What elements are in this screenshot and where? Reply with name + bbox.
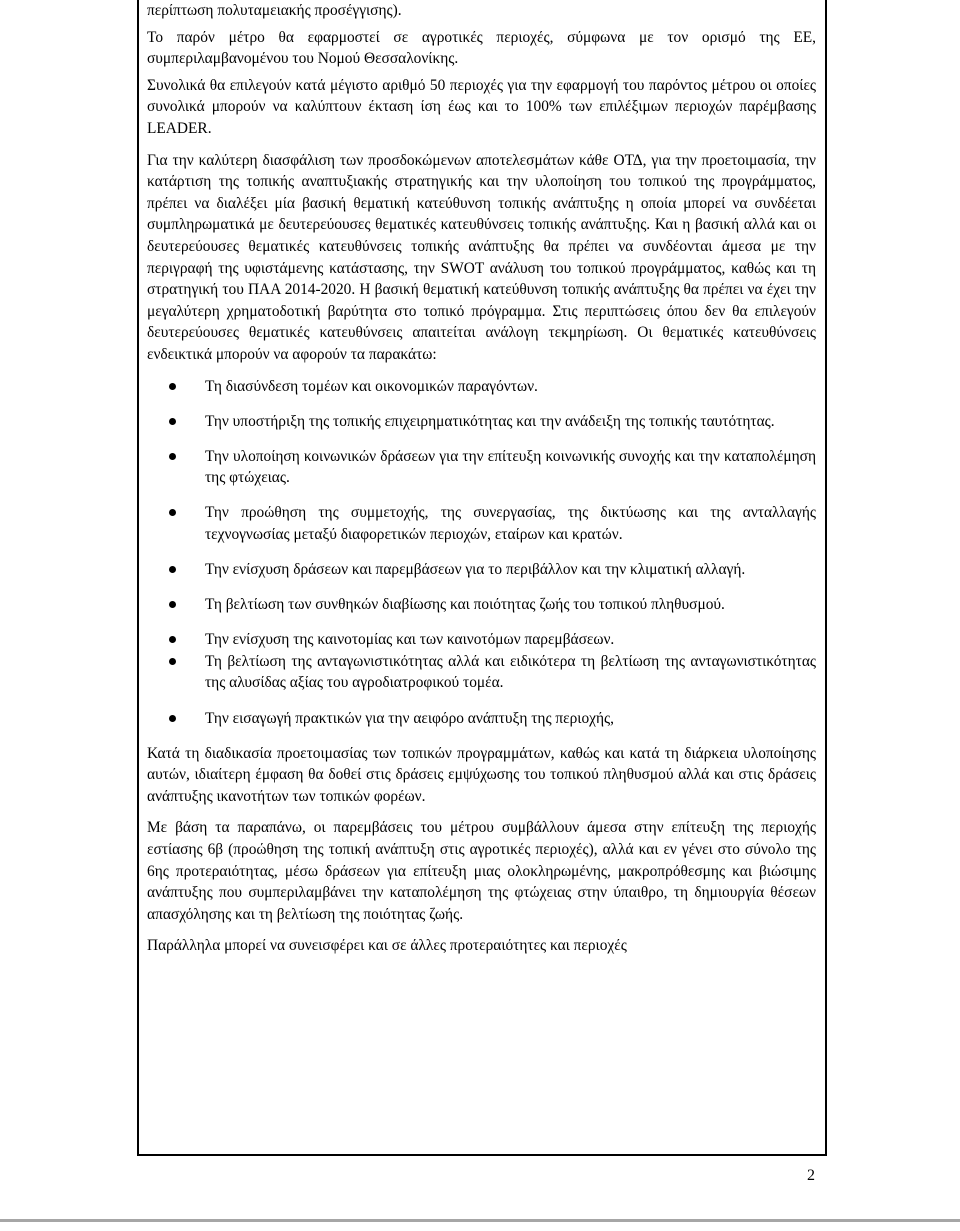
list-item: Την υποστήριξη της τοπικής επιχειρηματικότητας και την ανάδειξη της τοπικής ταυτότητας. xyxy=(147,411,816,433)
paragraph-focus-area: Με βάση τα παραπάνω, οι παρεμβάσεις του μέτρου συμβάλλουν άμεσα στην επίτευξη της περιοχής εστίασης 6β (προώθηση της τοπική ανάπτυξη στις αγροτικές περιοχές), αλλά και εν γένει στο σύνολο της 6ης προτεραιότητας, μέσω δράσεων για επίτευξη μιας ολοκληρωμένης, μακροπρόθεσμης και βιώσιμης ανάπτυξης που συμπεριλαμβάνει την καταπολέμηση της φτώχειας στην ύπαιθρο, τη δημιουργία θέσεων απασχόλησης και τη βελτίωση της ποιότητας ζωής. xyxy=(147,819,816,923)
thematic-list xyxy=(147,376,816,730)
footer-divider xyxy=(0,1219,960,1222)
paragraph-animation: Κατά τη διαδικασία προετοιμασίας των τοπικών προγραμμάτων, καθώς και κατά τη διάρκεια υλοποίησης αυτών, ιδιαίτερη έμφαση θα δοθεί στις δράσεις εμψύχωσης του τοπικού πληθυσμού αλλά και στις δράσεις ανάπτυξης ικανοτήτων των τοπικών φορέων. xyxy=(147,744,816,805)
list-item: Τη βελτίωση της ανταγωνιστικότητας αλλά και ειδικότερα τη βελτίωση της ανταγωνιστικότητας της αλυσίδας αξίας του αγροδιατροφικού τομέα. xyxy=(147,651,816,694)
list-item: Την εισαγωγή πρακτικών για την αειφόρο ανάπτυξη της περιοχής, xyxy=(147,708,816,730)
list-item: Την υλοποίηση κοινωνικών δράσεων για την επίτευξη κοινωνικής συνοχής και την καταπολέμηση της φτώχειας. xyxy=(147,446,816,489)
paragraph-areas: Συνολικά θα επιλεγούν κατά μέγιστο αριθμό 50 περιοχές για την εφαρμογή του παρόντος μέτρου οι οποίες συνολικά μπορούν να καλύπτουν έκταση ίση έως και το 100% των επιλέξιμων περιοχών παρέμβασης LEADER. xyxy=(147,76,816,137)
list-item: Τη βελτίωση των συνθηκών διαβίωσης και ποιότητας ζωής του τοπικού πληθυσμού. xyxy=(147,594,816,616)
list-item: Την προώθηση της συμμετοχής, της συνεργασίας, της δικτύωσης και της ανταλλαγής τεχνογνωσίας μεταξύ διαφορετικών περιοχών, εταίρων και κρατών. xyxy=(147,502,816,545)
page-number: 2 xyxy=(807,1167,815,1184)
list-item: Την ενίσχυση δράσεων και παρεμβάσεων για το περιβάλλον και την κλιματική αλλαγή. xyxy=(147,559,816,581)
list-item: Τη διασύνδεση τομέων και οικονομικών παραγόντων. xyxy=(147,376,816,398)
paragraph-continuation: περίπτωση πολυταμειακής προσέγγισης). xyxy=(147,2,402,19)
paragraph-other-priorities: Παράλληλα μπορεί να συνεισφέρει και σε άλλες προτεραιότητες και περιοχές xyxy=(147,937,627,955)
list-item: Την ενίσχυση της καινοτομίας και των καινοτόμων παρεμβάσεων. xyxy=(147,629,816,651)
paragraph-scope: Το παρόν μέτρο θα εφαρμοστεί σε αγροτικές περιοχές, σύμφωνα με τον ορισμό της ΕΕ, συμπεριλαμβανομένου του Νομού Θεσσαλονίκης. xyxy=(147,28,816,68)
page-text-frame xyxy=(137,0,827,1156)
paragraph-thematic-directions: Για την καλύτερη διασφάλιση των προσδοκώμενων αποτελεσμάτων κάθε ΟΤΔ, για την προετοιμασία, την κατάρτιση της τοπικής αναπτυξιακής στρατηγικής και την υλοποίηση του τοπικού της προγράμματος, πρέπει να διαλέξει μία βασική θεματική κατεύθυνση τοπικής ανάπτυξης η οποία μπορεί να συνδέεται συμπληρωματικά με δευτερεύουσες θεματικές κατευθύνσεις τοπικής ανάπτυξης. Και η βασική αλλά και οι δευτερεύουσες θεματικές κατευθύνσεις τοπικής ανάπτυξης θα πρέπει να συνδέονται άμεσα με την περιγραφή της υφιστάμενης κατάστασης, την SWOT ανάλυση του τοπικού προγράμματος, καθώς και τη στρατηγική του ΠΑΑ 2014-2020. Η βασική θεματική κατεύθυνση τοπικής ανάπτυξης θα πρέπει να έχει την μεγαλύτερη χρηματοδοτική βαρύτητα στο τοπικό πρόγραμμα. Στις περιπτώσεις όπου δεν θα επιλεγούν δευτερεύουσες θεματικές κατευθύνσεις απαιτείται ανάλογη τεκμηρίωση. Οι θεματικές κατευθύνσεις ενδεικτικά μπορούν να αφορούν τα παρακάτω: xyxy=(147,151,816,363)
